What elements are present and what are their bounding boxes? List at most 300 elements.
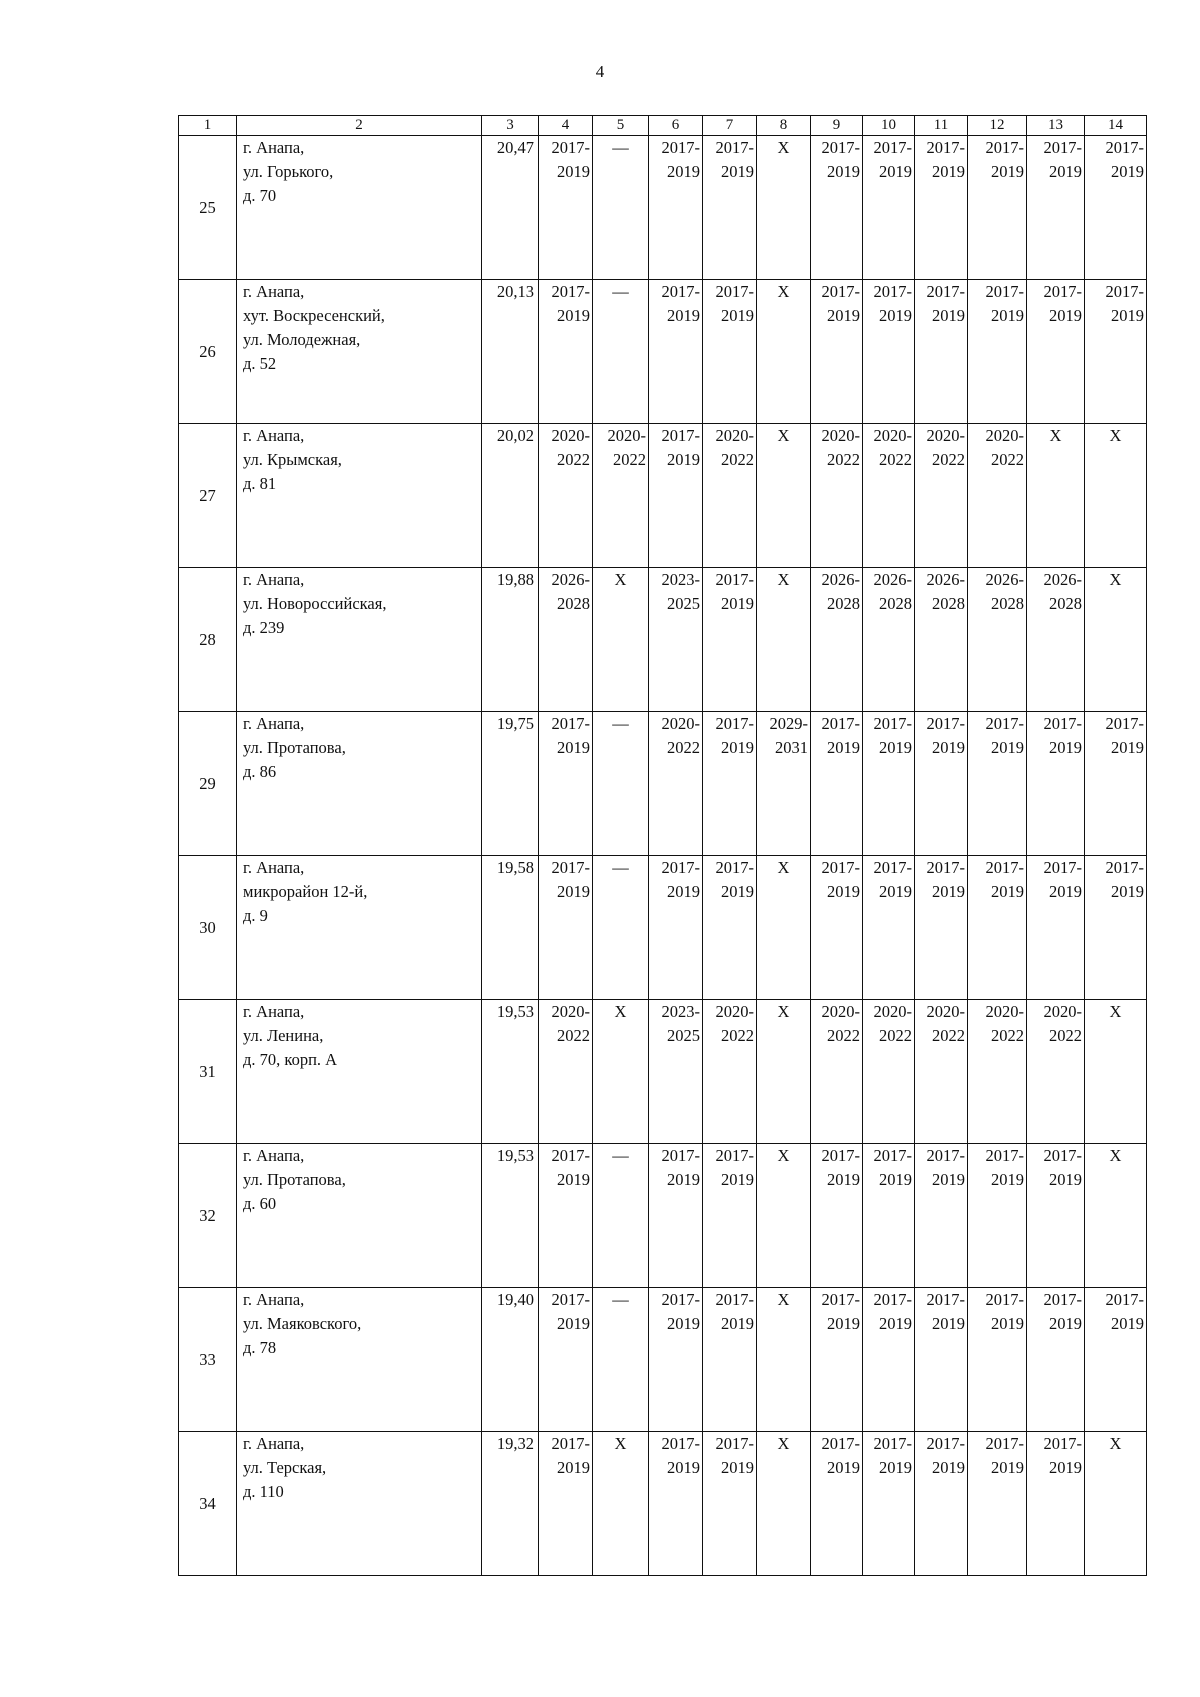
period-start: 2023-: [661, 570, 700, 589]
address-cell: [237, 1000, 482, 1144]
period-start: 2017-: [873, 138, 912, 157]
period-start: 2026-: [551, 570, 590, 589]
period-start: 2017-: [551, 282, 590, 301]
period-start: 2017-: [1043, 714, 1082, 733]
period-cell-col-5: [593, 712, 649, 856]
period-cell-col-9: [811, 280, 863, 424]
period-cell-col-14: [1085, 424, 1147, 568]
period-cell-col-12: [968, 1000, 1027, 1144]
not-applicable-mark: X: [614, 570, 627, 589]
period-start: 2020-: [715, 1002, 754, 1021]
period-start: 2017-: [821, 282, 860, 301]
column-number-4: 4: [539, 116, 593, 136]
period-cell-col-11: [915, 136, 968, 280]
period-start: 2017-: [1105, 858, 1144, 877]
address-line: хут. Воскресенский,: [243, 306, 385, 325]
period-cell-col-7: [703, 1288, 757, 1432]
column-number-7: 7: [703, 116, 757, 136]
period-end: 2028: [991, 594, 1024, 613]
period-end: 2019: [1049, 1170, 1082, 1189]
row-number: 30: [179, 856, 237, 1000]
period-cell-col-6: [649, 280, 703, 424]
period-start: 2017-: [985, 858, 1024, 877]
address-line: ул. Горького,: [243, 162, 334, 181]
row-number: 34: [179, 1432, 237, 1576]
period-end: 2019: [721, 594, 754, 613]
period-cell-col-7: [703, 856, 757, 1000]
period-start: 2020-: [985, 1002, 1024, 1021]
period-start: 2017-: [715, 858, 754, 877]
period-cell-col-8: [757, 1432, 811, 1576]
period-start: 2017-: [1043, 858, 1082, 877]
column-number-row: [179, 116, 1147, 136]
period-end: 2019: [557, 1170, 590, 1189]
period-cell-col-5: [593, 856, 649, 1000]
dash-mark: —: [612, 858, 629, 877]
period-end: 2019: [721, 1314, 754, 1333]
period-cell-col-8: [757, 424, 811, 568]
not-applicable-mark: X: [777, 1290, 790, 1309]
address-line: ул. Молодежная,: [243, 330, 361, 349]
period-cell-col-5: [593, 424, 649, 568]
address-line: д. 9: [243, 906, 268, 925]
period-end: 2019: [721, 738, 754, 757]
period-end: 2019: [1049, 162, 1082, 181]
period-cell-col-4: [539, 424, 593, 568]
period-cell-col-5: [593, 1000, 649, 1144]
period-end: 2019: [667, 1458, 700, 1477]
period-end: 2019: [879, 738, 912, 757]
period-start: 2026-: [873, 570, 912, 589]
period-start: 2017-: [661, 138, 700, 157]
period-start: 2017-: [926, 1290, 965, 1309]
area-value: 20,47: [482, 136, 539, 280]
period-cell-col-4: [539, 568, 593, 712]
period-cell-col-6: [649, 424, 703, 568]
period-start: 2017-: [715, 282, 754, 301]
period-start: 2017-: [551, 1290, 590, 1309]
address-line: д. 78: [243, 1338, 277, 1357]
period-cell-col-6: [649, 856, 703, 1000]
period-end: 2019: [991, 162, 1024, 181]
period-end: 2019: [932, 1314, 965, 1333]
period-start: 2017-: [551, 1146, 590, 1165]
not-applicable-mark: X: [1109, 570, 1122, 589]
period-end: 2019: [557, 738, 590, 757]
not-applicable-mark: X: [614, 1434, 627, 1453]
row-number: 31: [179, 1000, 237, 1144]
period-end: 2019: [557, 306, 590, 325]
area-value: 19,88: [482, 568, 539, 712]
address-line: ул. Крымская,: [243, 450, 342, 469]
period-start: 2017-: [821, 714, 860, 733]
address-line: ул. Новороссийская,: [243, 594, 387, 613]
address-cell: [237, 1144, 482, 1288]
period-start: 2020-: [926, 426, 965, 445]
period-end: 2019: [932, 738, 965, 757]
period-end: 2019: [827, 738, 860, 757]
period-cell-col-10: [863, 712, 915, 856]
period-end: 2019: [991, 882, 1024, 901]
period-end: 2019: [879, 882, 912, 901]
period-cell-col-13: [1027, 136, 1085, 280]
period-cell-col-4: [539, 1288, 593, 1432]
period-cell-col-13: [1027, 856, 1085, 1000]
address-line: г. Анапа,: [243, 282, 305, 301]
not-applicable-mark: X: [777, 1146, 790, 1165]
period-cell-col-13: [1027, 712, 1085, 856]
period-end: 2028: [827, 594, 860, 613]
period-end: 2019: [879, 1314, 912, 1333]
period-start: 2017-: [926, 282, 965, 301]
row-number: 26: [179, 280, 237, 424]
period-cell-col-5: [593, 568, 649, 712]
address-cell: [237, 136, 482, 280]
row-number: 29: [179, 712, 237, 856]
not-applicable-mark: X: [1109, 1002, 1122, 1021]
period-cell-col-6: [649, 568, 703, 712]
row-number: 33: [179, 1288, 237, 1432]
area-value: 19,32: [482, 1432, 539, 1576]
page-number: 4: [595, 62, 605, 81]
period-end: 2019: [1111, 882, 1144, 901]
period-cell-col-11: [915, 1000, 968, 1144]
period-start: 2017-: [985, 1146, 1024, 1165]
period-start: 2017-: [661, 1290, 700, 1309]
period-cell-col-13: [1027, 280, 1085, 424]
period-end: 2019: [721, 162, 754, 181]
period-cell-col-8: [757, 1000, 811, 1144]
period-start: 2020-: [551, 1002, 590, 1021]
area-value: 19,40: [482, 1288, 539, 1432]
not-applicable-mark: X: [777, 1434, 790, 1453]
period-cell-col-14: [1085, 1144, 1147, 1288]
period-cell-col-13: [1027, 1432, 1085, 1576]
period-end: 2019: [557, 162, 590, 181]
period-start: 2017-: [926, 1434, 965, 1453]
column-number-1: 1: [179, 116, 237, 136]
period-end: 2022: [613, 450, 646, 469]
period-cell-col-10: [863, 280, 915, 424]
row-number: 25: [179, 136, 237, 280]
area-value: 19,53: [482, 1144, 539, 1288]
period-cell-col-6: [649, 712, 703, 856]
period-cell-col-13: [1027, 1000, 1085, 1144]
period-start: 2017-: [821, 858, 860, 877]
period-start: 2017-: [821, 1290, 860, 1309]
period-cell-col-9: [811, 1000, 863, 1144]
period-end: 2019: [991, 1314, 1024, 1333]
period-end: 2019: [879, 1458, 912, 1477]
period-cell-col-12: [968, 1144, 1027, 1288]
address-line: ул. Протапова,: [243, 1170, 346, 1189]
period-cell-col-10: [863, 856, 915, 1000]
period-cell-col-12: [968, 1288, 1027, 1432]
address-line: д. 81: [243, 474, 277, 493]
period-end: 2019: [879, 162, 912, 181]
period-cell-col-4: [539, 1000, 593, 1144]
period-cell-col-9: [811, 1432, 863, 1576]
period-end: 2019: [932, 306, 965, 325]
not-applicable-mark: X: [777, 138, 790, 157]
table-row: [179, 568, 1147, 712]
period-end: 2022: [827, 1026, 860, 1045]
address-line: г. Анапа,: [243, 138, 305, 157]
period-cell-col-7: [703, 1432, 757, 1576]
address-cell: [237, 280, 482, 424]
address-cell: [237, 856, 482, 1000]
period-end: 2019: [827, 1458, 860, 1477]
period-end: 2019: [1049, 1314, 1082, 1333]
area-value: 19,58: [482, 856, 539, 1000]
period-end: 2019: [827, 306, 860, 325]
period-start: 2017-: [873, 1146, 912, 1165]
column-number-2: 2: [237, 116, 482, 136]
period-end: 2019: [932, 882, 965, 901]
not-applicable-mark: X: [614, 1002, 627, 1021]
period-start: 2017-: [715, 714, 754, 733]
period-start: 2017-: [873, 282, 912, 301]
period-start: 2017-: [985, 714, 1024, 733]
period-end: 2019: [721, 1170, 754, 1189]
period-cell-col-5: [593, 1144, 649, 1288]
period-cell-col-9: [811, 136, 863, 280]
period-end: 2019: [1049, 738, 1082, 757]
period-end: 2022: [879, 1026, 912, 1045]
period-cell-col-6: [649, 1144, 703, 1288]
address-line: д. 110: [243, 1482, 284, 1501]
period-cell-col-11: [915, 424, 968, 568]
period-start: 2020-: [715, 426, 754, 445]
period-start: 2017-: [551, 138, 590, 157]
period-end: 2022: [721, 450, 754, 469]
period-cell-col-14: [1085, 280, 1147, 424]
period-start: 2017-: [661, 858, 700, 877]
period-cell-col-8: [757, 136, 811, 280]
period-cell-col-8: [757, 568, 811, 712]
column-number-6: 6: [649, 116, 703, 136]
period-cell-col-8: [757, 712, 811, 856]
period-end: 2019: [721, 306, 754, 325]
period-cell-col-5: [593, 1288, 649, 1432]
period-cell-col-11: [915, 1432, 968, 1576]
address-line: г. Анапа,: [243, 1146, 305, 1165]
period-cell-col-13: [1027, 568, 1085, 712]
column-number-10: 10: [863, 116, 915, 136]
period-cell-col-7: [703, 568, 757, 712]
not-applicable-mark: X: [777, 570, 790, 589]
period-cell-col-7: [703, 1000, 757, 1144]
period-start: 2017-: [715, 1146, 754, 1165]
period-cell-col-10: [863, 1288, 915, 1432]
address-line: д. 60: [243, 1194, 277, 1213]
table-row: [179, 136, 1147, 280]
address-line: г. Анапа,: [243, 570, 305, 589]
period-start: 2017-: [821, 138, 860, 157]
period-end: 2022: [721, 1026, 754, 1045]
period-end: 2022: [932, 1026, 965, 1045]
period-cell-col-8: [757, 280, 811, 424]
period-cell-col-14: [1085, 1432, 1147, 1576]
period-end: 2019: [721, 1458, 754, 1477]
table-row: [179, 856, 1147, 1000]
period-start: 2020-: [873, 1002, 912, 1021]
period-start: 2017-: [985, 1290, 1024, 1309]
period-cell-col-7: [703, 280, 757, 424]
period-cell-col-6: [649, 1432, 703, 1576]
area-value: 20,13: [482, 280, 539, 424]
address-cell: [237, 1288, 482, 1432]
period-start: 2017-: [821, 1146, 860, 1165]
period-start: 2017-: [1105, 138, 1144, 157]
period-end: 2019: [879, 306, 912, 325]
address-cell: [237, 712, 482, 856]
period-cell-col-12: [968, 136, 1027, 280]
period-cell-col-4: [539, 136, 593, 280]
not-applicable-mark: X: [1109, 1434, 1122, 1453]
column-number-5: 5: [593, 116, 649, 136]
period-start: 2020-: [926, 1002, 965, 1021]
period-end: 2031: [775, 738, 808, 757]
table-row: [179, 1432, 1147, 1576]
period-cell-col-14: [1085, 1000, 1147, 1144]
period-start: 2017-: [926, 1146, 965, 1165]
row-number: 27: [179, 424, 237, 568]
period-start: 2017-: [873, 858, 912, 877]
not-applicable-mark: X: [777, 858, 790, 877]
period-end: 2019: [932, 1458, 965, 1477]
address-cell: [237, 1432, 482, 1576]
table-row: [179, 1144, 1147, 1288]
period-cell-col-11: [915, 856, 968, 1000]
table-row: [179, 1000, 1147, 1144]
address-line: д. 70, корп. А: [243, 1050, 338, 1069]
period-start: 2020-: [1043, 1002, 1082, 1021]
period-cell-col-4: [539, 1144, 593, 1288]
period-start: 2029-: [769, 714, 808, 733]
period-cell-col-11: [915, 712, 968, 856]
address-line: микрорайон 12-й,: [243, 882, 368, 901]
period-cell-col-12: [968, 712, 1027, 856]
period-start: 2017-: [926, 138, 965, 157]
period-cell-col-8: [757, 1288, 811, 1432]
period-start: 2026-: [985, 570, 1024, 589]
not-applicable-mark: X: [1109, 426, 1122, 445]
period-cell-col-13: [1027, 1288, 1085, 1432]
period-end: 2019: [1111, 1314, 1144, 1333]
period-end: 2022: [557, 1026, 590, 1045]
period-end: 2019: [991, 738, 1024, 757]
not-applicable-mark: X: [777, 282, 790, 301]
period-start: 2020-: [821, 1002, 860, 1021]
period-start: 2017-: [661, 282, 700, 301]
period-cell-col-11: [915, 568, 968, 712]
period-start: 2017-: [926, 714, 965, 733]
period-start: 2017-: [985, 282, 1024, 301]
period-start: 2017-: [715, 1290, 754, 1309]
column-number-3: 3: [482, 116, 539, 136]
period-end: 2019: [827, 1170, 860, 1189]
period-end: 2019: [667, 1314, 700, 1333]
period-start: 2020-: [985, 426, 1024, 445]
period-start: 2017-: [1105, 714, 1144, 733]
address-line: ул. Протапова,: [243, 738, 346, 757]
period-start: 2026-: [821, 570, 860, 589]
period-start: 2017-: [661, 1434, 700, 1453]
period-end: 2019: [557, 1314, 590, 1333]
period-start: 2017-: [715, 1434, 754, 1453]
period-cell-col-6: [649, 136, 703, 280]
period-cell-col-10: [863, 1432, 915, 1576]
period-cell-col-12: [968, 856, 1027, 1000]
period-end: 2019: [1111, 162, 1144, 181]
period-start: 2017-: [1105, 282, 1144, 301]
period-end: 2025: [667, 594, 700, 613]
table-row: [179, 712, 1147, 856]
period-cell-col-4: [539, 712, 593, 856]
period-start: 2017-: [551, 714, 590, 733]
period-cell-col-13: [1027, 1144, 1085, 1288]
period-start: 2017-: [985, 1434, 1024, 1453]
address-line: г. Анапа,: [243, 1290, 305, 1309]
period-cell-col-7: [703, 136, 757, 280]
period-start: 2017-: [1043, 1434, 1082, 1453]
period-end: 2019: [827, 1314, 860, 1333]
address-line: г. Анапа,: [243, 1434, 305, 1453]
address-line: д. 70: [243, 186, 277, 205]
period-end: 2022: [991, 450, 1024, 469]
column-number-11: 11: [915, 116, 968, 136]
period-cell-col-4: [539, 856, 593, 1000]
period-end: 2019: [827, 162, 860, 181]
period-cell-col-14: [1085, 568, 1147, 712]
period-end: 2019: [1111, 738, 1144, 757]
period-start: 2017-: [985, 138, 1024, 157]
address-line: д. 86: [243, 762, 277, 781]
period-start: 2020-: [607, 426, 646, 445]
period-end: 2022: [667, 738, 700, 757]
table-row: [179, 280, 1147, 424]
period-cell-col-11: [915, 1144, 968, 1288]
period-end: 2019: [932, 1170, 965, 1189]
period-cell-col-9: [811, 712, 863, 856]
period-start: 2023-: [661, 1002, 700, 1021]
row-number: 32: [179, 1144, 237, 1288]
period-end: 2019: [879, 1170, 912, 1189]
not-applicable-mark: X: [1049, 426, 1062, 445]
period-start: 2020-: [821, 426, 860, 445]
period-start: 2017-: [873, 1434, 912, 1453]
address-line: ул. Маяковского,: [243, 1314, 362, 1333]
period-start: 2017-: [1043, 1146, 1082, 1165]
period-cell-col-10: [863, 136, 915, 280]
period-cell-col-10: [863, 1144, 915, 1288]
dash-mark: —: [612, 138, 629, 157]
not-applicable-mark: X: [777, 1002, 790, 1021]
period-end: 2022: [932, 450, 965, 469]
period-cell-col-11: [915, 280, 968, 424]
address-line: г. Анапа,: [243, 858, 305, 877]
dash-mark: —: [612, 282, 629, 301]
period-end: 2019: [667, 1170, 700, 1189]
period-cell-col-12: [968, 280, 1027, 424]
period-end: 2028: [932, 594, 965, 613]
period-cell-col-6: [649, 1288, 703, 1432]
period-end: 2028: [879, 594, 912, 613]
period-start: 2017-: [873, 714, 912, 733]
not-applicable-mark: X: [1109, 1146, 1122, 1165]
period-start: 2017-: [926, 858, 965, 877]
